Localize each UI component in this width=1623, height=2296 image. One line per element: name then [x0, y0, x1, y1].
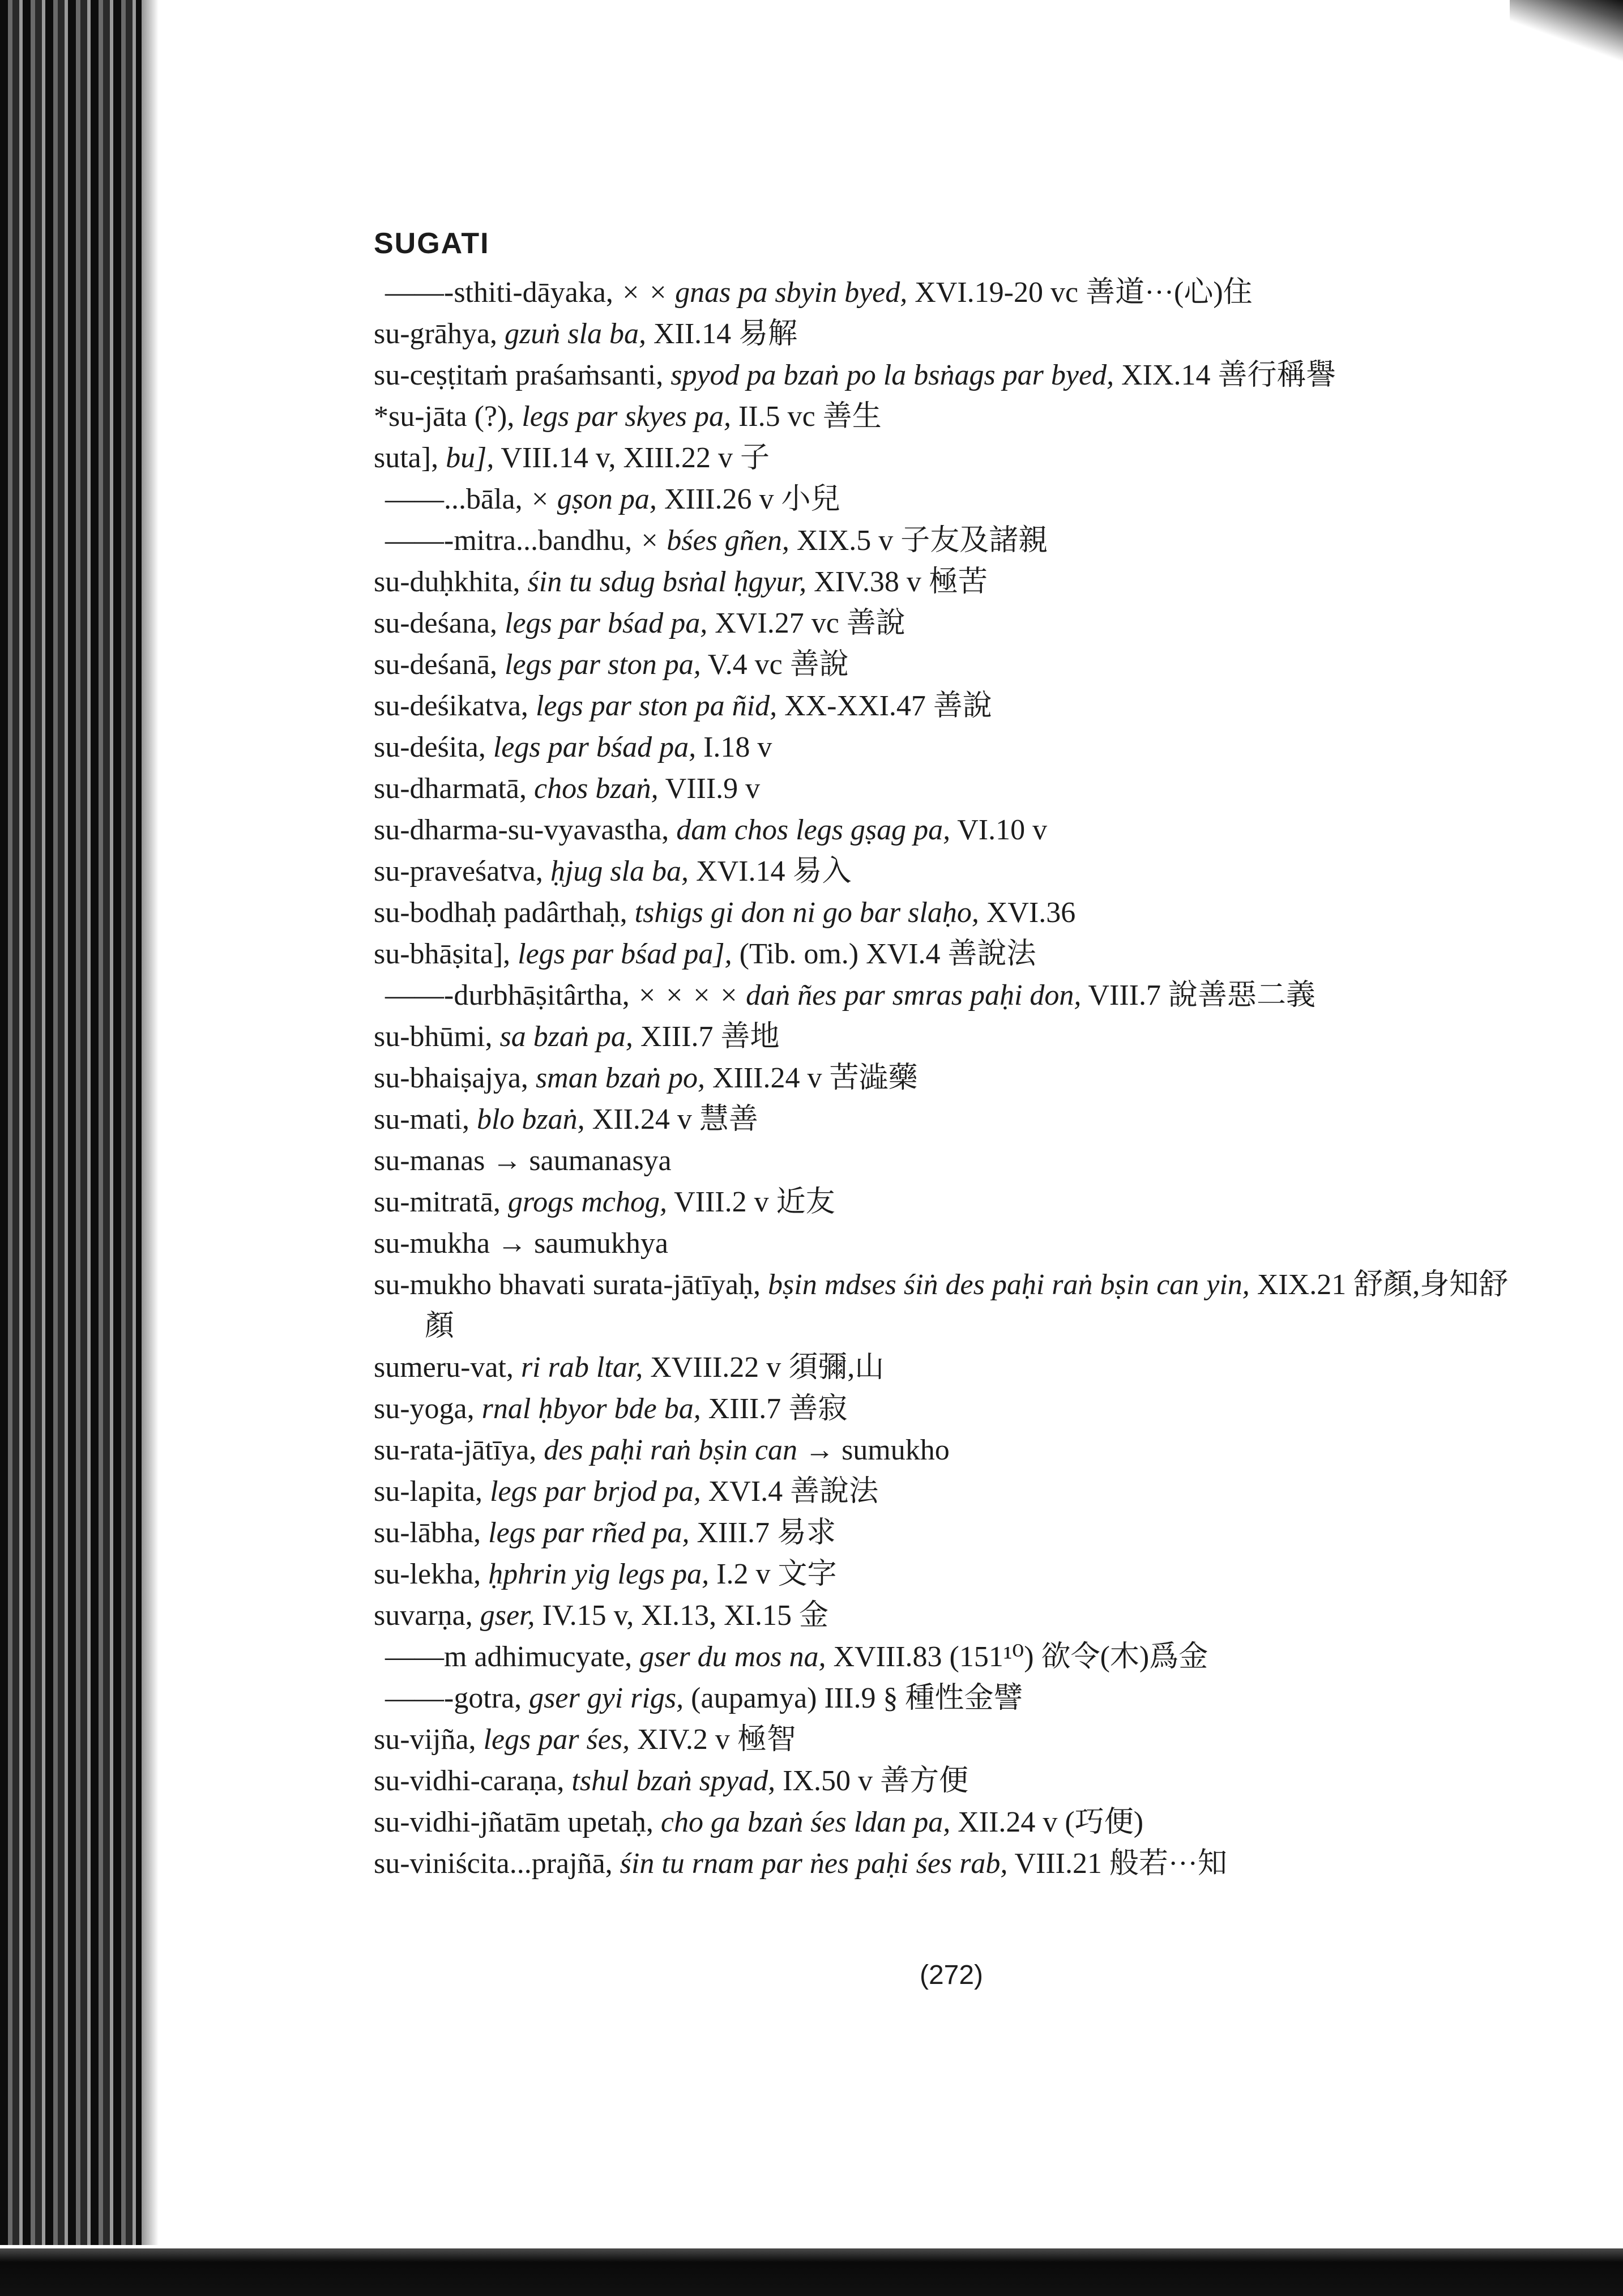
entry-term: su-lābha,	[374, 1517, 481, 1549]
entry-term: su-dharma-su-vyavastha,	[374, 814, 669, 846]
entry-term: ——-mitra...bandhu,	[385, 524, 633, 557]
entry-term: su-mukho bhavati surata-jātīyaḥ,	[374, 1269, 761, 1301]
entry-tibetan: gzuṅ sla ba,	[505, 318, 646, 350]
dictionary-entry	[374, 479, 1529, 520]
entry-tibetan: × gṣon pa,	[529, 483, 657, 515]
dictionary-entry	[374, 1099, 1529, 1140]
entry-reference: I.18 v	[703, 731, 772, 763]
entry-reference: VIII.21 般若···知	[1014, 1847, 1227, 1880]
entry-reference: II.5 vc 善生	[738, 400, 882, 433]
dictionary-entry	[374, 727, 1529, 768]
dictionary-entry	[374, 685, 1529, 727]
entry-term: su-deśana,	[374, 607, 498, 639]
dictionary-entry	[374, 1802, 1529, 1843]
entry-reference: XIII.7 易求	[697, 1517, 836, 1549]
entry-reference: XVI.14 易入	[696, 855, 852, 887]
entry-tibetan: dam chos legs gṣag pa,	[676, 814, 951, 846]
dictionary-entry	[374, 975, 1529, 1016]
entry-tibetan: sman bzaṅ po,	[535, 1062, 705, 1094]
entry-reference: VI.10 v	[957, 814, 1048, 846]
entry-tibetan: tshigs gi don ni go bar slaḥo,	[634, 897, 979, 929]
entry-tibetan: spyod pa bzaṅ po la bsṅags par byed,	[670, 359, 1114, 391]
entry-tibetan: blo bzaṅ,	[476, 1103, 585, 1136]
entry-reference: XIV.38 v 極苦	[814, 566, 988, 598]
entry-reference: (Tib. om.) XVI.4 善說法	[739, 938, 1036, 970]
entry-term: su-bhaiṣajya,	[374, 1062, 528, 1094]
entry-reference: XIX.21 舒顏,身知舒顏	[425, 1269, 1509, 1342]
entry-term: su-manas → saumanasya	[374, 1145, 672, 1177]
entry-term: su-duḥkhita,	[374, 566, 520, 598]
entry-reference: → sumukho	[805, 1434, 950, 1466]
entry-reference: XII.14 易解	[653, 318, 798, 350]
entry-term: ——m adhimucyate,	[385, 1641, 633, 1673]
dictionary-entry	[374, 1388, 1529, 1429]
entry-reference: V.4 vc 善說	[707, 648, 849, 681]
dictionary-entry	[374, 1057, 1529, 1099]
entry-tibetan: legs par skyes pa,	[522, 400, 732, 433]
entry-tibetan: grogs mchog,	[507, 1186, 668, 1218]
entry-term: sumeru-vat,	[374, 1351, 514, 1384]
entry-reference: XIX.14 善行稱譽	[1121, 359, 1336, 391]
entry-tibetan: legs par śes,	[483, 1723, 630, 1756]
entry-reference: IV.15 v, XI.13, XI.15 金	[542, 1599, 829, 1632]
entry-term: su-vidhi-jñatām upetaḥ,	[374, 1806, 654, 1838]
entry-term: su-dharmatā,	[374, 773, 527, 805]
entry-tibetan: gser du mos na,	[639, 1641, 826, 1673]
page-number: (272)	[919, 1960, 984, 1990]
entry-reference: VIII.14 v, XIII.22 v 子	[501, 442, 770, 474]
entry-term: su-mati,	[374, 1103, 469, 1136]
entry-reference: XIV.2 v 極智	[637, 1723, 796, 1756]
entry-term: ——-durbhāṣitârtha,	[385, 979, 630, 1012]
dictionary-entry	[374, 1554, 1529, 1595]
entry-reference: XIX.5 v 子友及諸親	[796, 524, 1048, 557]
entry-tibetan: legs par ston pa,	[505, 648, 701, 681]
dictionary-entry	[374, 933, 1529, 975]
dictionary-page	[374, 227, 1529, 2039]
entry-reference: XVI.19-20 vc 善道···(心)住	[915, 276, 1253, 309]
dictionary-entry	[374, 1140, 1529, 1181]
dictionary-entry	[374, 644, 1529, 685]
entry-tibetan: chos bzaṅ,	[534, 773, 659, 805]
entry-tibetan: legs par bśad pa,	[505, 607, 708, 639]
scan-corner-shadow	[1510, 0, 1623, 62]
entry-tibetan: ri rab ltar,	[520, 1351, 643, 1384]
entry-tibetan: cho ga bzaṅ śes ldan pa,	[660, 1806, 951, 1838]
dictionary-entry	[374, 1512, 1529, 1554]
dictionary-entry	[374, 1595, 1529, 1636]
dictionary-entry	[374, 396, 1529, 437]
dictionary-entry	[374, 1843, 1529, 1884]
entry-reference: XII.24 v 慧善	[592, 1103, 758, 1136]
dictionary-entry	[374, 1719, 1529, 1760]
dictionary-entry	[374, 1678, 1529, 1719]
entry-tibetan: legs par ston pa ñid,	[535, 690, 778, 722]
entry-term: su-vidhi-caraṇa,	[374, 1765, 565, 1797]
dictionary-entry	[374, 1181, 1529, 1223]
dictionary-entry	[374, 561, 1529, 603]
entry-term: su-lekha,	[374, 1558, 481, 1590]
dictionary-entry	[374, 520, 1529, 561]
entry-term: su-yoga,	[374, 1393, 475, 1425]
entry-term: ——-gotra,	[385, 1682, 522, 1714]
entry-tibetan: bu],	[446, 442, 494, 474]
entry-reference: XIII.24 v 苦澁藥	[712, 1062, 918, 1094]
entry-term: suvarṇa,	[374, 1599, 473, 1632]
entry-reference: XIII.7 善地	[640, 1021, 780, 1053]
entry-tibetan: × bśes gñen,	[639, 524, 789, 557]
entry-tibetan: tshul bzaṅ spyad,	[571, 1765, 776, 1797]
entry-reference: XVIII.22 v 須彌,山	[650, 1351, 885, 1384]
scan-bottom-edge	[0, 2245, 1623, 2296]
entry-term: *su-jāta (?),	[374, 400, 515, 433]
entry-reference: VIII.7 說善惡二義	[1088, 979, 1316, 1012]
entry-tibetan: legs par bśad pa,	[493, 731, 697, 763]
dictionary-entry	[374, 768, 1529, 809]
entry-term: su-bhāṣita],	[374, 938, 511, 970]
entry-term: su-viniścita...prajñā,	[374, 1847, 613, 1880]
entry-reference: XVI.27 vc 善說	[715, 607, 906, 639]
entry-reference: VIII.9 v	[665, 773, 761, 805]
entry-reference: (aupamya) III.9 § 種性金譬	[691, 1682, 1023, 1714]
entry-tibetan: ḥphrin yig legs pa,	[488, 1558, 710, 1590]
entry-tibetan: × × gnas pa sbyin byed,	[620, 276, 908, 309]
entry-tibetan: gser,	[480, 1599, 535, 1632]
entry-reference: XIII.26 v 小兒	[664, 483, 840, 515]
entry-term: su-deśita,	[374, 731, 486, 763]
dictionary-entry	[374, 272, 1529, 313]
entry-term: su-grāhya,	[374, 318, 498, 350]
dictionary-entry	[374, 1471, 1529, 1512]
entry-term: su-bhūmi,	[374, 1021, 493, 1053]
dictionary-entry	[374, 851, 1529, 892]
dictionary-entry	[374, 1760, 1529, 1802]
entry-tibetan: rnal ḥbyor bde ba,	[481, 1393, 701, 1425]
entry-reference: I.2 v 文字	[716, 1558, 837, 1590]
entry-tibetan: legs par rñed pa,	[488, 1517, 690, 1549]
dictionary-entry	[374, 1347, 1529, 1388]
entry-reference: XVI.36	[986, 897, 1076, 929]
entry-tibetan: ḥjug sla ba,	[550, 855, 689, 887]
dictionary-entry	[374, 603, 1529, 644]
dictionary-entry	[374, 1016, 1529, 1057]
entry-term: su-praveśatva,	[374, 855, 543, 887]
entry-tibetan: des paḥi raṅ bṣin can	[544, 1434, 798, 1466]
dictionary-entry	[374, 892, 1529, 933]
page-header: SUGATI	[374, 227, 490, 260]
entry-tibetan: sa bzaṅ pa,	[499, 1021, 633, 1053]
entry-tibetan: gser gyi rigs,	[529, 1682, 684, 1714]
entry-reference: XII.24 v (巧便)	[958, 1806, 1144, 1838]
dictionary-entry	[374, 809, 1529, 851]
entry-term: ——...bāla,	[385, 483, 523, 515]
entry-tibetan: legs par bśad pa],	[518, 938, 732, 970]
dictionary-entry	[374, 1429, 1529, 1471]
dictionary-entry	[374, 1264, 1529, 1347]
entry-term: su-rata-jātīya,	[374, 1434, 537, 1466]
entry-term: su-ceṣṭitaṁ praśaṁsanti,	[374, 359, 664, 391]
entry-reference: VIII.2 v 近友	[674, 1186, 835, 1218]
entry-term: su-lapita,	[374, 1475, 483, 1508]
entry-reference: XX-XXI.47 善說	[784, 690, 992, 722]
dictionary-entry	[374, 355, 1529, 396]
entry-term: suta],	[374, 442, 439, 474]
entry-reference: XVIII.83 (151¹⁰) 欲令(木)爲金	[833, 1641, 1208, 1673]
entry-tibetan: × × × × daṅ ñes par smras paḥi don,	[637, 979, 1082, 1012]
dictionary-entry	[374, 313, 1529, 355]
dictionary-entry	[374, 1223, 1529, 1264]
entry-term: su-mukha → saumukhya	[374, 1227, 668, 1260]
dictionary-entry	[374, 437, 1529, 479]
entry-term: su-mitratā,	[374, 1186, 501, 1218]
entry-tibetan: legs par brjod pa,	[490, 1475, 701, 1508]
entry-term: ——-sthiti-dāyaka,	[385, 276, 613, 309]
entry-term: su-deśikatva,	[374, 690, 528, 722]
entry-term: su-vijña,	[374, 1723, 476, 1756]
entry-tibetan: bṣin mdses śiṅ des paḥi raṅ bṣin can yin,	[768, 1269, 1250, 1301]
book-binding-edge	[0, 0, 142, 2296]
entry-reference: XVI.4 善說法	[708, 1475, 879, 1508]
entry-list	[374, 272, 1529, 1884]
entry-term: su-bodhaḥ padârthaḥ,	[374, 897, 627, 929]
entry-reference: XIII.7 善寂	[708, 1393, 848, 1425]
dictionary-entry	[374, 1636, 1529, 1678]
entry-term: su-deśanā,	[374, 648, 498, 681]
entry-tibetan: śin tu sdug bsṅal ḥgyur,	[527, 566, 807, 598]
entry-tibetan: śin tu rnam par ṅes paḥi śes rab,	[620, 1847, 1008, 1880]
entry-reference: IX.50 v 善方便	[783, 1765, 968, 1797]
